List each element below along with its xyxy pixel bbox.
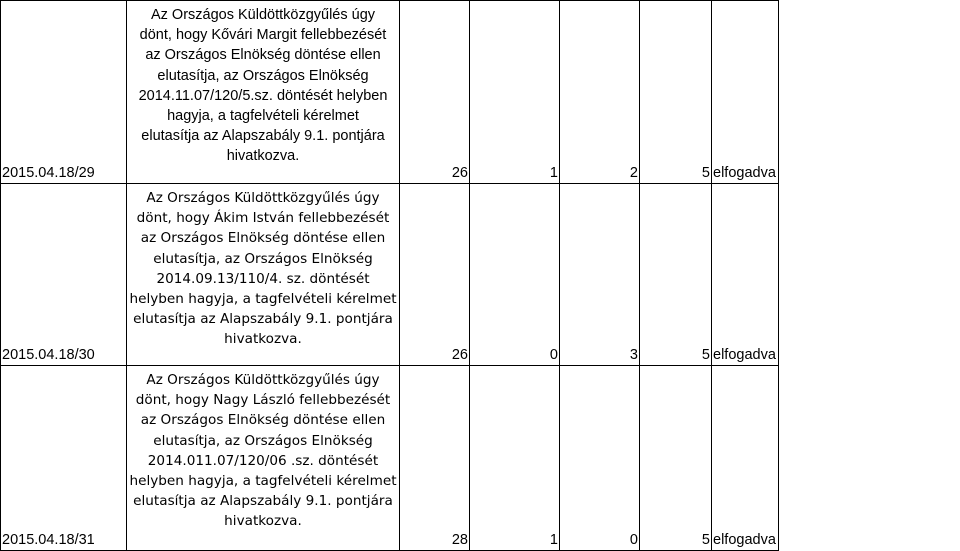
absent-count: 5 xyxy=(640,366,712,551)
resolution-text: Az Országos Küldöttközgyűlés úgy dönt, hogy Kővári Margit fellebbezését az Országos Elnökség döntése ellen elutasítja, az Országos Elnökség 2014.11.07/120/5.sz. döntését helyben hagyja, a tagfelvételi kérelmet elutasítja az Alapszabály 9.1. pontjára hivatkozva. xyxy=(138,7,388,165)
resolution-id: 2015.04.18/29 xyxy=(1,1,127,184)
resolution-text: Az Országos Küldöttközgyűlés úgy dönt, hogy Nagy László fellebbezését az Országos Elnökség döntése ellen elutasítja, az Országos Elnökség 2014.011.07/120/06 .sz. döntését helyben hagyja, a tagfelvételi kérelmet elutasítja az Alapszabály 9.1. pontjára hivatkozva. xyxy=(129,372,397,530)
no-votes: 1 xyxy=(470,366,560,551)
resolution-id: 2015.04.18/30 xyxy=(1,184,127,366)
absent-count: 5 xyxy=(640,1,712,184)
table-row xyxy=(1,366,779,551)
no-votes: 0 xyxy=(470,184,560,366)
result-status: elfogadva xyxy=(712,1,779,184)
table-row xyxy=(1,184,779,366)
yes-votes: 26 xyxy=(400,1,470,184)
resolution-id: 2015.04.18/31 xyxy=(1,366,127,551)
resolution-text-cell xyxy=(127,184,400,366)
absent-count: 5 xyxy=(640,184,712,366)
resolution-text-cell xyxy=(127,366,400,551)
table-row xyxy=(1,1,779,184)
resolution-text: Az Országos Küldöttközgyűlés úgy dönt, hogy Ákim István fellebbezését az Országos Elnökség döntése ellen elutasítja, az Országos Elnökség 2014.09.13/110/4. sz. döntését helyben hagyja, a tagfelvételi kérelmet elutasítja az Alapszabály 9.1. pontjára hivatkozva. xyxy=(129,190,397,348)
yes-votes: 26 xyxy=(400,184,470,366)
result-status: elfogadva xyxy=(712,184,779,366)
result-status: elfogadva xyxy=(712,366,779,551)
abstain-votes: 0 xyxy=(560,366,640,551)
no-votes: 1 xyxy=(470,1,560,184)
yes-votes: 28 xyxy=(400,366,470,551)
abstain-votes: 3 xyxy=(560,184,640,366)
resolution-text-cell xyxy=(127,1,400,184)
abstain-votes: 2 xyxy=(560,1,640,184)
